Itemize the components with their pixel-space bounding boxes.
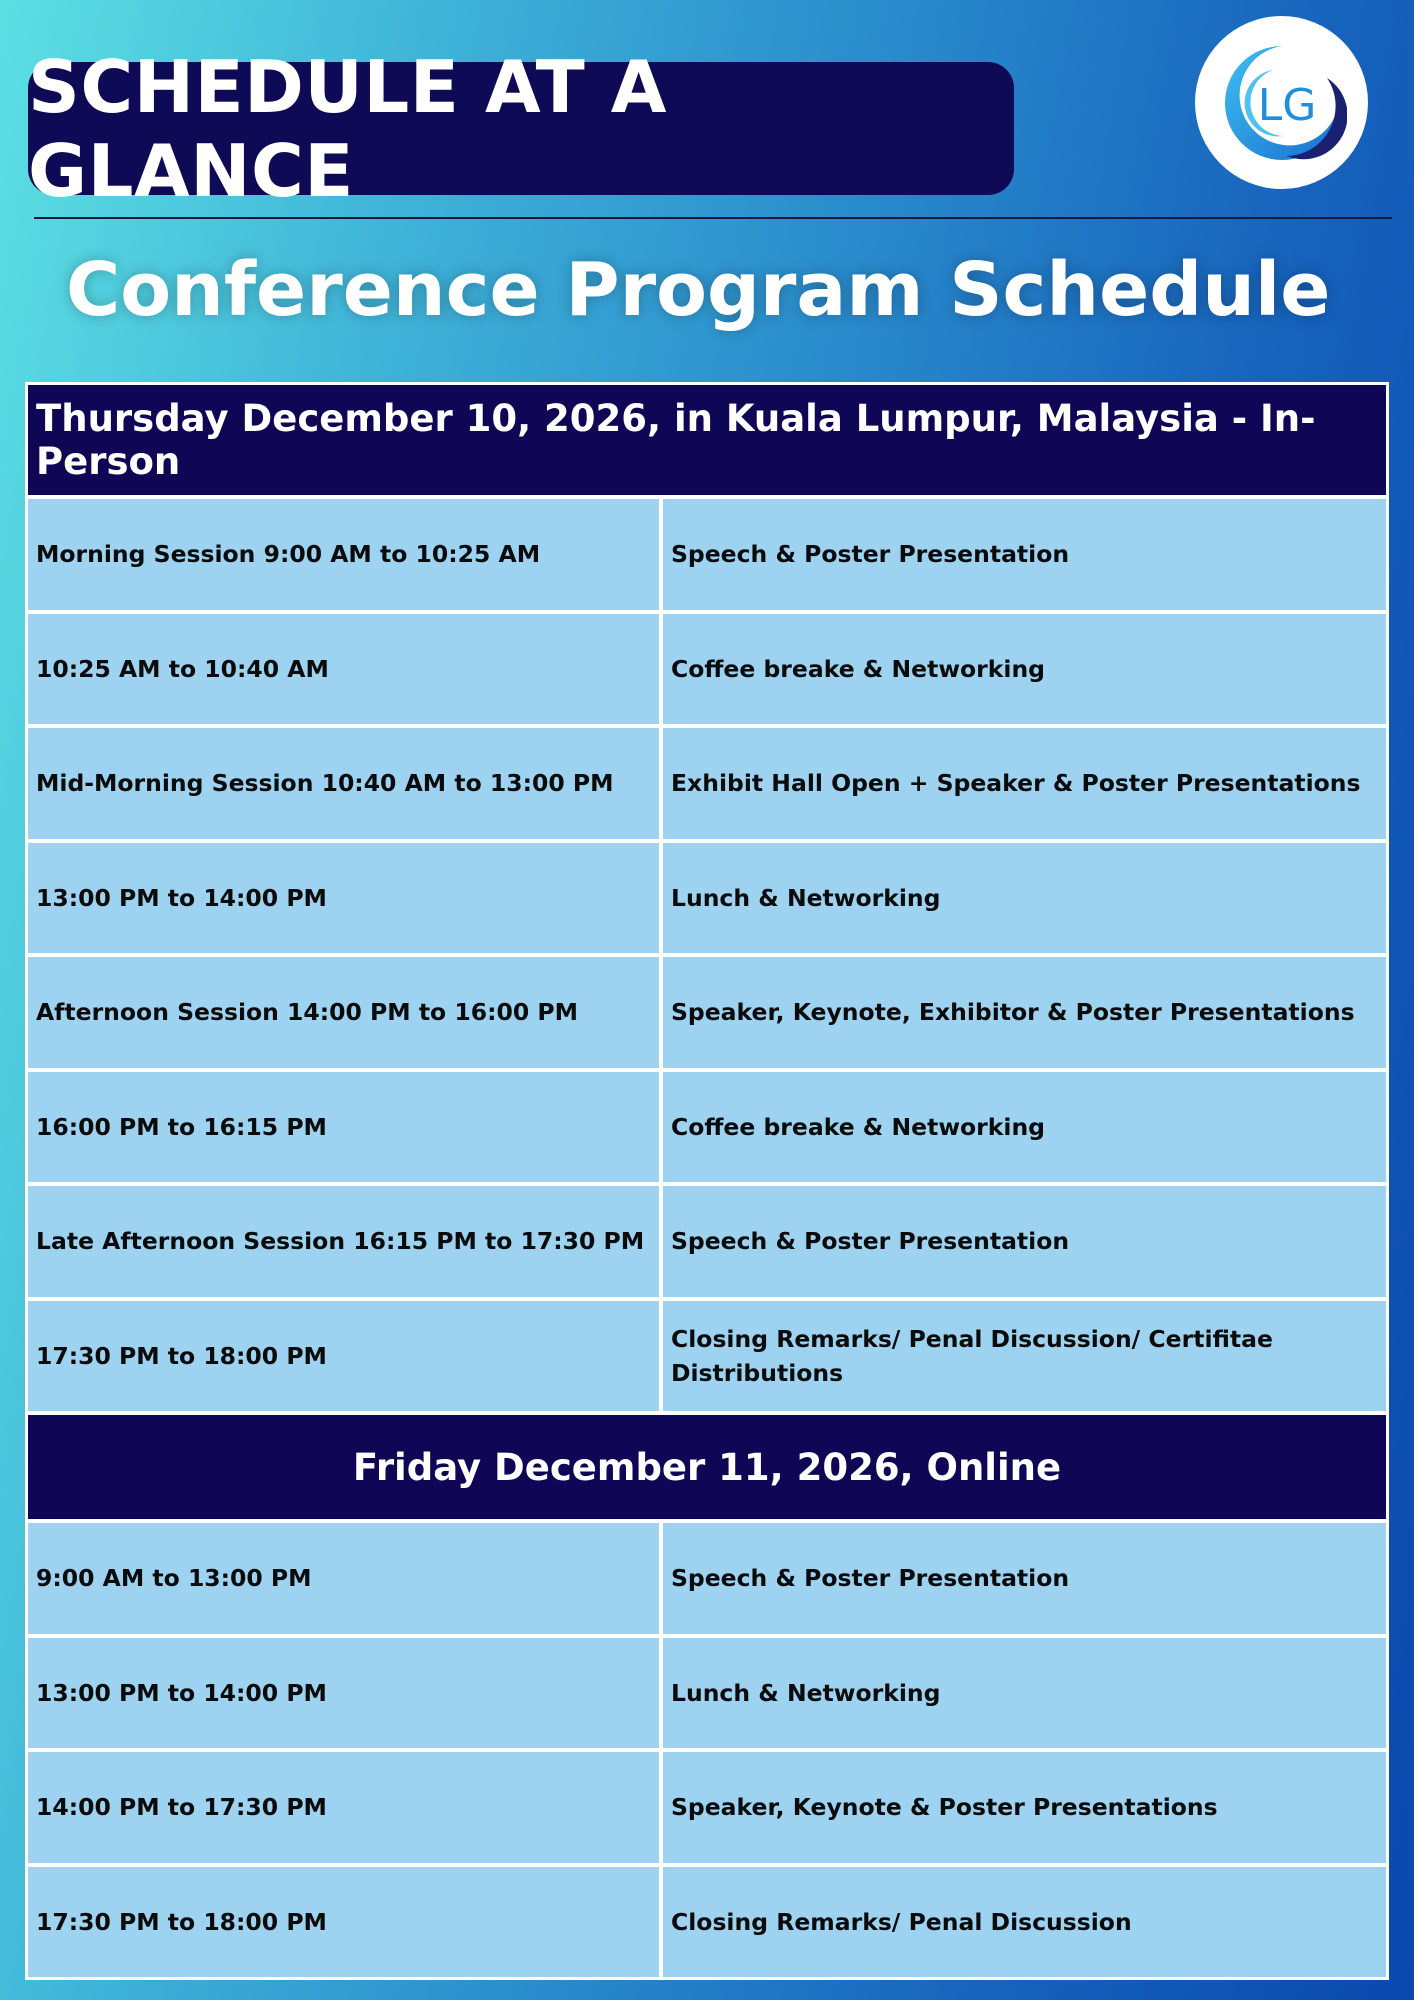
event-cell: Exhibit Hall Open + Speaker & Poster Presentations [663,728,1386,839]
time-cell: Mid-Morning Session 10:40 AM to 13:00 PM [28,728,659,839]
glance-title: SCHEDULE AT A GLANCE [28,44,668,213]
event-cell: Closing Remarks/ Penal Discussion [663,1867,1386,1978]
glance-banner [28,44,1014,213]
table-row [28,1748,1386,1863]
event-cell: Speaker, Keynote & Poster Presentations [663,1752,1386,1863]
event-cell: Lunch & Networking [663,843,1386,954]
program-title: Conference Program Schedule [66,247,1331,333]
time-cell: Morning Session 9:00 AM to 10:25 AM [28,499,659,610]
event-cell: Coffee breake & Networking [663,1072,1386,1183]
table-row [28,1068,1386,1183]
event-cell: Lunch & Networking [663,1638,1386,1749]
time-cell: 17:30 PM to 18:00 PM [28,1867,659,1978]
time-cell: Late Afternoon Session 16:15 PM to 17:30 PM [28,1186,659,1297]
event-cell: Speech & Poster Presentation [663,1523,1386,1634]
time-cell: 9:00 AM to 13:00 PM [28,1523,659,1634]
time-cell: 10:25 AM to 10:40 AM [28,614,659,725]
time-cell: 14:00 PM to 17:30 PM [28,1752,659,1863]
event-cell: Speaker, Keynote, Exhibitor & Poster Presentations [663,957,1386,1068]
table-row [28,1297,1386,1412]
time-cell: 17:30 PM to 18:00 PM [28,1301,659,1412]
event-cell: Coffee breake & Networking [663,614,1386,725]
time-cell: 16:00 PM to 16:15 PM [28,1072,659,1183]
lg-logo-icon [1217,38,1347,168]
table-row [28,953,1386,1068]
event-cell: Speech & Poster Presentation [663,1186,1386,1297]
lg-logo [1195,16,1368,189]
schedule-table [25,382,1389,1980]
table-row [28,1863,1386,1978]
table-row [28,1182,1386,1297]
logo-text: LG [1257,79,1316,131]
day-header-friday: Friday December 11, 2026, Online [28,1411,1386,1519]
table-row [28,610,1386,725]
event-cell: Closing Remarks/ Penal Discussion/ Certifitae Distributions [663,1301,1386,1412]
header-divider [34,217,1392,219]
table-row [28,1519,1386,1634]
time-cell: Afternoon Session 14:00 PM to 16:00 PM [28,957,659,1068]
table-row [28,839,1386,954]
time-cell: 13:00 PM to 14:00 PM [28,1638,659,1749]
day-header-thursday: Thursday December 10, 2026, in Kuala Lumpur, Malaysia - In-Person [28,385,1386,495]
table-row [28,1634,1386,1749]
table-row [28,495,1386,610]
event-cell: Speech & Poster Presentation [663,499,1386,610]
table-row [28,724,1386,839]
time-cell: 13:00 PM to 14:00 PM [28,843,659,954]
